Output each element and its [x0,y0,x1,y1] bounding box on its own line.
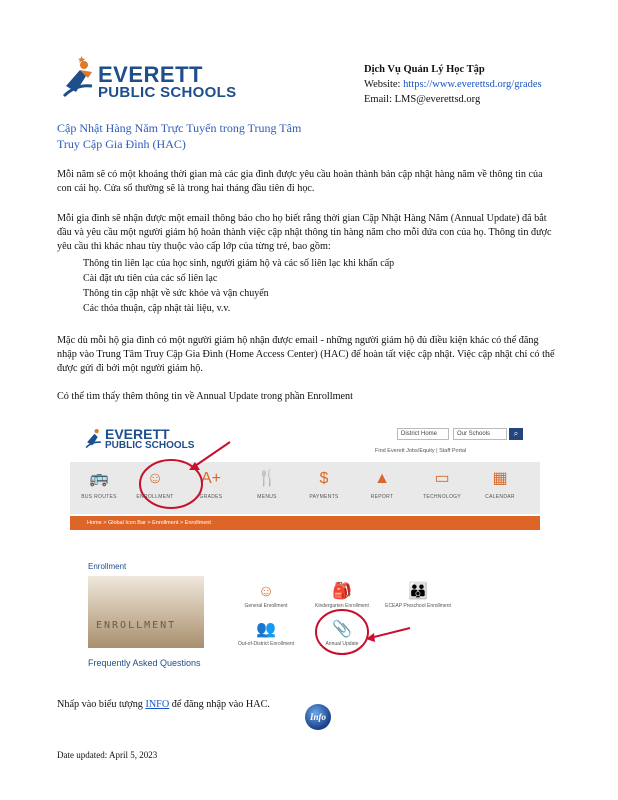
logo-line-1: EVERETT [98,62,203,87]
runner-logo-icon [62,56,96,100]
search-icon[interactable]: ⌕ [509,428,523,440]
heading-line-2: Truy Cập Gia Đình (HAC) [57,137,186,151]
nav-grades[interactable]: A+ GRADES [185,468,237,500]
contact-block [364,62,542,107]
list-item: Thông tin liên lạc của học sinh, người giám hộ và các số liên lạc khi khẩn cấp [65,256,545,271]
contact-title: Dịch Vụ Quản Lý Học Tập [364,64,485,75]
breadcrumb-text[interactable]: Home > Global Icon Bar > Enrollment > Enrollment [87,520,211,526]
nav-enrollment[interactable]: ☺ ENROLLMENT [129,468,181,500]
faq-link[interactable]: Frequently Asked Questions [88,658,201,668]
tile-kindergarten-enrollment[interactable]: 🎒 Kindergarten Enrollment [307,582,377,609]
backpack-icon: 🎒 [332,583,352,600]
info-link[interactable]: INFO [145,699,170,710]
tile-eceap-enrollment[interactable]: 👪 ECEAP Preschool Enrollment [383,582,453,609]
group-icon: 👥 [256,621,276,638]
nav-menus[interactable]: 🍴 MENUS [241,468,293,500]
info-bullet-list [65,256,545,316]
bullet-icon [65,286,83,301]
nav-technology[interactable]: ▭ TECHNOLOGY [416,468,468,500]
page-heading [57,120,377,152]
dollar-icon: $ [319,470,329,487]
calendar-icon: ▦ [492,470,508,487]
global-icon-bar [70,462,540,514]
website-link[interactable]: https://www.everettsd.org/grades [403,79,542,90]
email-line: Email: LMS@everettsd.org [364,94,481,105]
website-screenshot [81,420,530,676]
date-updated: Date updated: April 5, 2023 [57,750,158,760]
tile-out-of-district-enrollment[interactable]: 👥 Out-of-District Enrollment [231,620,301,647]
list-item: Thông tin cập nhật về sức khỏe và vận chuyển [65,286,545,301]
district-home-select[interactable]: District Home [397,428,449,440]
paperclip-icon: 📎 [332,621,352,638]
image-block-letters: ENROLLMENT [96,620,177,631]
person-icon: ☺ [146,470,164,487]
list-item: Các thỏa thuận, cập nhật tài liệu, v.v. [65,301,545,316]
paragraph-5: Nhấp vào biểu tượng INFO để đăng nhập vào HAC. [57,699,270,710]
website-line [364,77,542,92]
runner-logo-icon [85,426,103,450]
grades-icon: A+ [200,470,221,487]
tile-general-enrollment[interactable]: ☺ General Enrollment [231,582,301,609]
enrollment-title: Enrollment [88,562,127,571]
nav-payments[interactable]: $ PAYMENTS [298,468,350,500]
top-links[interactable]: Find Everett Jobs/Equity | Staff Portal [375,448,467,454]
tile-annual-update[interactable]: 📎 Annual Update [307,620,377,647]
nav-report[interactable]: ▲ REPORT [356,468,408,500]
paragraph-1: Mỗi năm sẽ có một khoảng thời gian mà các gia đình được yêu cầu hoàn thành bản cập nhật hàng năm về thông tin của con cái họ. Cửa sổ thường sẽ là trong hai tháng đầu tiên đi học. [57,169,543,194]
nav-calendar[interactable]: ▦ CALENDAR [474,468,526,500]
district-logo [62,56,252,106]
website-label: Website: [364,79,404,90]
warning-icon: ▲ [374,470,390,487]
enrollment-blocks-image [88,576,204,648]
bus-icon: 🚌 [89,470,109,487]
person-icon: ☺ [257,583,275,600]
paragraph-2: Mỗi gia đình sẽ nhận được một email thông báo cho họ biết rằng thời gian Cập Nhật Hàng Năm (Annual Update) đã bắt đầu và yêu cầu một người giám hộ hoàn thành việc cập nhật thông tin hàng năm cho mỗi đứa con của họ. Thông tin được yêu cầu thì khác nhau tùy thuộc vào cấp lớp của từng trẻ, bao gồm: [57,213,552,252]
logo-line-2: PUBLIC SCHOOLS [98,84,237,101]
nav-bus-routes[interactable]: 🚌 BUS ROUTES [73,468,125,500]
our-schools-select[interactable]: Our Schools [453,428,507,440]
family-icon: 👪 [408,583,428,600]
site-logo-line-1: EVERETT [105,426,170,442]
info-icon[interactable]: Info [305,704,331,730]
breadcrumb [70,516,540,530]
bullet-icon [65,271,83,286]
bullet-icon [65,256,83,271]
bullet-icon [65,301,83,316]
utensils-icon: 🍴 [257,470,277,487]
paragraph-4: Có thể tìm thấy thêm thông tin về Annual Update trong phần Enrollment [57,391,353,402]
laptop-icon: ▭ [434,470,450,487]
site-logo [85,424,205,452]
list-item: Cài đặt ưu tiên của các số liên lạc [65,271,545,286]
paragraph-3: Mặc dù mỗi hộ gia đình có một người giám hộ nhận được email - những người giám hộ đủ điều kiện khác có thể đăng nhập vào Trung Tâm Truy Cập Gia Đình (Home Access Center) (HAC) để hoàn tất việc cập nhật. Việc cập nhật chỉ có thể được gửi đi bởi một người giám hộ. [57,335,555,374]
heading-line-1: Cập Nhật Hàng Năm Trực Tuyến trong Trung Tâm [57,121,302,135]
site-logo-line-2: PUBLIC SCHOOLS [105,440,195,451]
